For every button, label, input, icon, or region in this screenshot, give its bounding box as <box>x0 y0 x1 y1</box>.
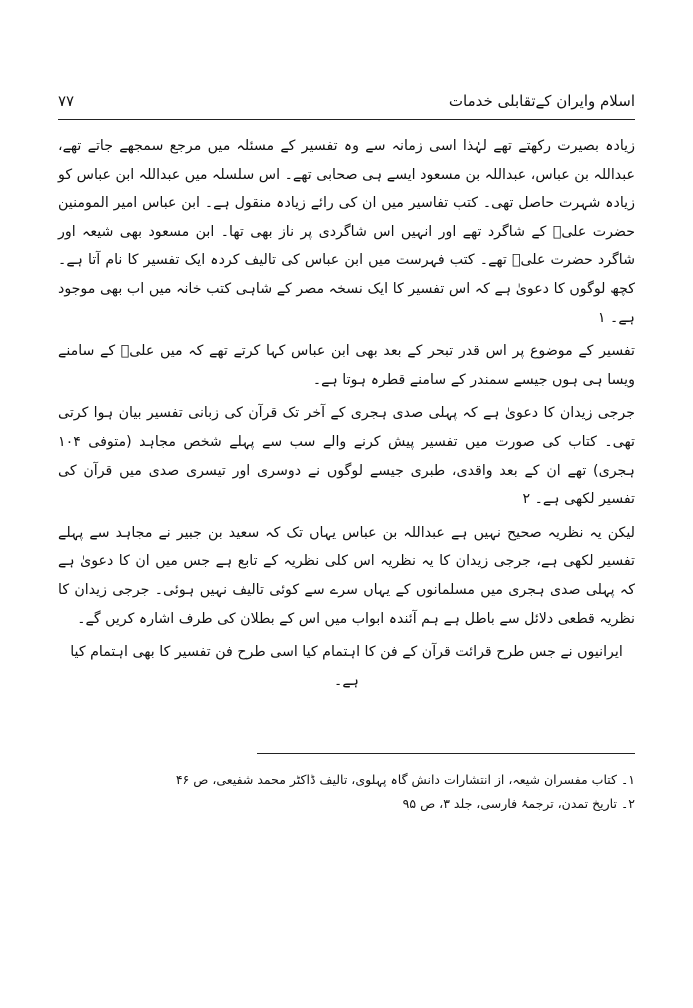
paragraph-1: زیادہ بصیرت رکھتے تھے لہٰذا اسی زمانہ سے وہ تفسیر کے مسئلہ میں مرجع سمجھے جاتے تھے، عبداللہ بن عباس، عبداللہ بن مسعود ایسے ہی صحابی تھے۔ اس سلسلہ میں عبداللہ ابن عباس کو زیادہ شہرت حاصل تھی۔ کتب تفاسیر میں ان کی رائے زیادہ منقول ہے۔ ابن عباس امیر المومنین حضرت علیؑ کے شاگرد تھے اور انہیں اس شاگردی پر ناز بھی تھا۔ ابن مسعود بھی شیعہ اور شاگرد حضرت علیؑ تھے۔ کتب فہرست میں ابن عباس کی تالیف کردہ ایک تفسیر کا نام آتا ہے۔ کچھ لوگوں کا دعویٰ ہے کہ اس تفسیر کا ایک نسخہ مصر کے شاہی کتب خانہ میں اب بھی موجود ہے۔ ۱ <box>58 138 635 326</box>
paragraph-2: تفسیر کے موضوع پر اس قدر تبحر کے بعد بھی ابن عباس کہا کرتے تھے کہ میں علیؑ کے سامنے ویسا ہی ہوں جیسے سمندر کے سامنے قطرہ ہوتا ہے۔ <box>58 343 635 388</box>
footnote-rule <box>257 753 635 754</box>
footnote-2: ۲۔ تاریخ تمدن، ترجمۂ فارسی، جلد ۳، ص ۹۵ <box>402 796 635 811</box>
paragraph-4: لیکن یہ نظریہ صحیح نہیں ہے عبداللہ بن عباس یہاں تک کہ سعید بن جبیر نے مجاہد سے پہلے تفسیر لکھی ہے، جرجی زیدان کا یہ نظریہ اس کلی نظریہ کے تابع ہے جس میں ان کا دعویٰ ہے کہ پہلی صدی ہجری میں مسلمانوں کے یہاں سرے سے کوئی تالیف نہیں ہوئی۔ جرجی زیدان کا نظریہ قطعی دلائل سے باطل ہے ہم آئندہ ابواب میں اس کے بطلان کی طرف اشارہ کریں گے۔ <box>58 524 635 627</box>
paragraph-3: جرجی زیدان کا دعویٰ ہے کہ پہلی صدی ہجری کے آخر تک قرآن کی زبانی تفسیر بیان ہوا کرتی تھی۔ کتاب کی صورت میں تفسیر پیش کرنے والے سب سے پہلے شخص مجاہد (متوفی ۱۰۴ ہجری) تھے ان کے بعد واقدی، طبری جیسے لوگوں نے دوسری اور تیسری صدی میں قرآن کی تفسیر لکھی ہے۔ ۲ <box>58 405 635 508</box>
page-number: ۷۷ <box>58 92 75 110</box>
footnote-1: ۱۔ کتاب مفسران شیعہ، از انتشارات دانش گاہ پہلوی، تالیف ڈاکٹر محمد شفیعی، ص ۴۶ <box>175 772 635 787</box>
running-header <box>58 88 635 120</box>
closing-line: ایرانیوں نے جس طرح قرائت قرآن کے فن کا اہتمام کیا اسی طرح فن تفسیر کا بھی اہتمام کیا ہے۔ <box>70 644 623 689</box>
main-text <box>58 132 635 700</box>
header-rule <box>58 119 635 120</box>
footnotes <box>58 768 635 816</box>
header-title: اسلام وایران کےتقابلی خدمات <box>448 92 635 110</box>
